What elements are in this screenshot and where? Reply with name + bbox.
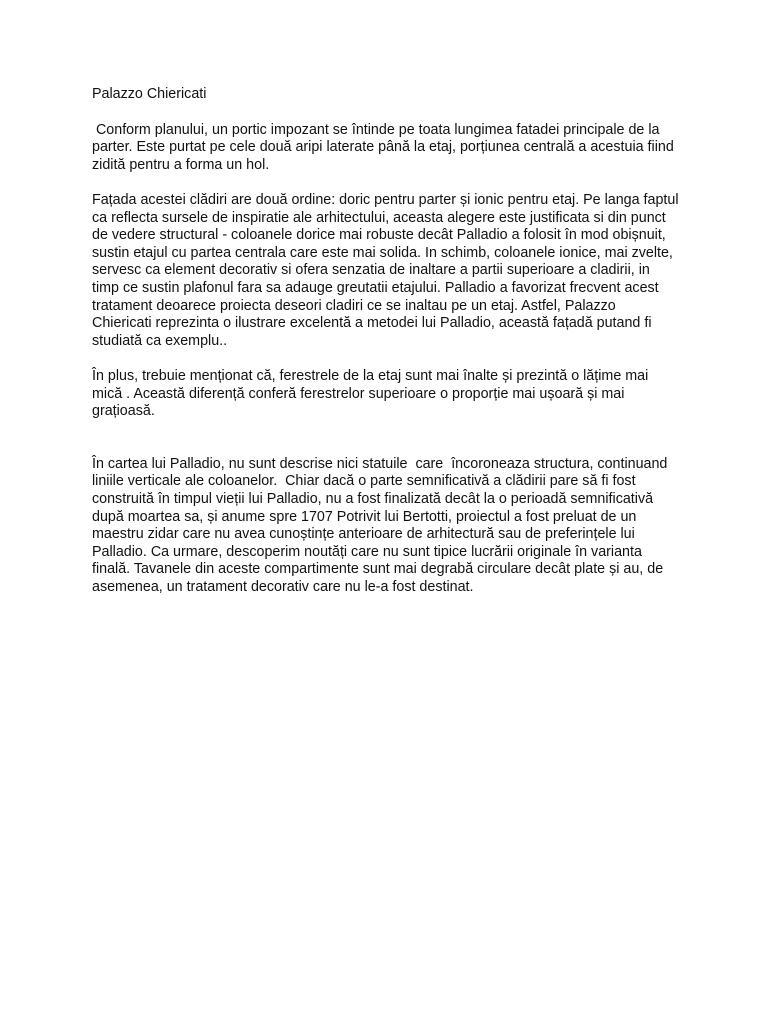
paragraph-2 (92, 192, 682, 350)
paragraph-line: studiată ca exemplu.. (92, 332, 228, 349)
paragraph-line: zidită pentru a forma un hol. (92, 156, 270, 173)
paragraph-line: asemenea, un tratament decorativ care nu le-a fost destinat. (92, 579, 474, 596)
paragraph-line: În cartea lui Palladio, nu sunt descrise nici statuile care încoroneaza structura, continuand (92, 455, 668, 472)
paragraph-line: finală. Tavanele din aceste compartimente sunt mai degrabă circulare decât plate și au, de (92, 561, 664, 578)
paragraph-line: sustin etajul cu partea centrala care este mai solida. In schimb, coloanele ionice, mai zvelte, (92, 244, 673, 261)
paragraph-3 (92, 368, 682, 421)
paragraph-1 (92, 122, 682, 175)
paragraph-line: timp ce sustin plafonul fara sa adauge greutatii etajului. Palladio a favorizat frecvent acest (92, 279, 659, 296)
document-title: Palazzo Chiericati (92, 86, 207, 102)
paragraph-line: Conform planului, un portic impozant se întinde pe toata lungimea fatadei principale de la (92, 121, 660, 138)
paragraph-line: de vedere structural - coloanele dorice mai robuste decât Palladio a folosit în mod obișnuit, (92, 227, 666, 244)
paragraph-line: Palladio. Ca urmare, descoperim noutăți care nu sunt tipice lucrării originale în varianta (92, 543, 642, 560)
paragraph-line: Chiericati reprezinta o ilustrare excelentă a metodei lui Palladio, această fațadă putand fi (92, 315, 652, 332)
paragraph-line: maestru zidar care nu avea cunoștințe anterioare de arhitectură sau de preferințele lui (92, 526, 635, 543)
paragraph-line: mică . Această diferență conferă ferestrelor superioare o proporție mai ușoară și mai (92, 385, 625, 402)
paragraph-line: grațioasă. (92, 403, 155, 420)
paragraph-line: după moartea sa, și anume spre 1707 Potrivit lui Bertotti, proiectul a fost preluat de un (92, 508, 637, 525)
paragraph-line: În plus, trebuie menționat că, ferestrele de la etaj sunt mai înalte și prezintă o lățime mai (92, 367, 649, 384)
paragraph-line: tratament deoarece proiecta deseori cladiri ce se inaltau pe un etaj. Astfel, Palazzo (92, 297, 616, 314)
paragraph-4 (92, 456, 682, 597)
document-body (92, 86, 682, 597)
paragraph-line: parter. Este purtat pe cele două aripi laterate până la etaj, porțiunea centrală a acestuia fiind (92, 139, 674, 156)
paragraph-line: construită în timpul vieții lui Palladio, nu a fost finalizată decât la o perioadă semnificativă (92, 491, 654, 508)
paragraph-line: ca reflecta sursele de inspiratie ale arhitectului, aceasta alegere este justificata si din punct (92, 209, 666, 226)
paragraph-line: servesc ca element decorativ si ofera senzatia de inaltare a partii superioare a cladirii, in (92, 262, 650, 279)
paragraph-line: Fațada acestei clădiri are două ordine: doric pentru parter și ionic pentru etaj. Pe langa faptul (92, 191, 679, 208)
paragraph-line: liniile verticale ale coloanelor. Chiar dacă o parte semnificativă a clădirii pare să fi fost (92, 473, 636, 490)
